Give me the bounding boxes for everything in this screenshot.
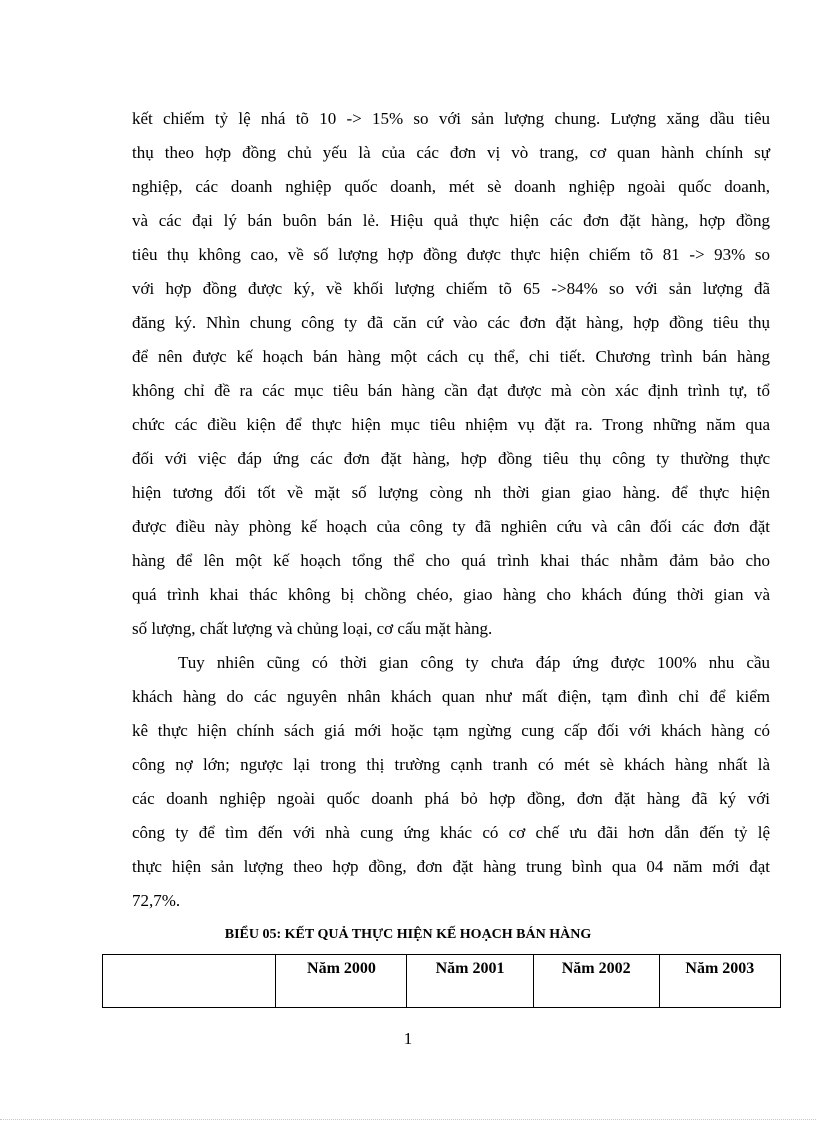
body-text	[132, 102, 770, 918]
text-line: công nợ lớn; ngược lại trong thị trường cạnh tranh có mét sè khách hàng nhất là	[132, 755, 770, 774]
text-line: để nên được kế hoạch bán hàng một cách cụ thể, chi tiết. Chương trình bán hàng	[132, 347, 770, 366]
text-line: khách hàng do các nguyên nhân khách quan như mất điện, tạm đình chỉ để kiểm	[132, 687, 770, 706]
table-header-cell	[103, 955, 276, 1008]
text-line: được điều này phòng kế hoạch của công ty đã nghiên cứu và cân đối các đơn đặt	[132, 517, 770, 536]
text-line: số lượng, chất lượng và chủng loại, cơ cấu mặt hàng.	[132, 619, 493, 638]
text-line: kết chiếm tỷ lệ nhá tõ 10 -> 15% so với sản lượng chung. Lượng xăng dầu tiêu	[132, 109, 770, 128]
text-line: hàng để lên một kế hoạch tổng thể cho quá trình khai thác nhằm đảm bảo cho	[132, 551, 770, 570]
text-line: tiêu thụ không cao, về số lượng hợp đồng được thực hiện chiếm tõ 81 -> 93% so	[132, 245, 770, 264]
page-number: 1	[403, 1029, 413, 1048]
table-header-cell: Năm 2003	[659, 955, 780, 1008]
text-line: kê thực hiện chính sách giá mới hoặc tạm ngừng cung cấp đối với khách hàng có	[132, 721, 770, 740]
table-header-cell: Năm 2000	[276, 955, 407, 1008]
text-line: quá trình khai thác không bị chồng chéo, giao hàng cho khách đúng thời gian và	[132, 585, 770, 604]
text-line: hiện tương đối tốt về mặt số lượng còng nh thời gian giao hàng. để thực hiện	[132, 483, 770, 502]
text-line: các doanh nghiệp ngoài quốc doanh phá bỏ hợp đồng, đơn đặt hàng đã ký với	[132, 789, 770, 808]
table-caption: BIỂU 05: KẾT QUẢ THỰC HIỆN KẾ HOẠCH BÁN HÀNG	[224, 927, 592, 942]
text-line: chức các điều kiện để thực hiện mục tiêu nhiệm vụ đặt ra. Trong những năm qua	[132, 415, 770, 434]
text-line: đối với việc đáp ứng các đơn đặt hàng, hợp đồng tiêu thụ công ty thường thực	[132, 449, 770, 468]
text-line: nghiệp, các doanh nghiệp quốc doanh, mét sè doanh nghiệp ngoài quốc doanh,	[132, 177, 770, 196]
text-line: đăng ký. Nhìn chung công ty đã căn cứ vào các đơn đặt hàng, hợp đồng tiêu thụ	[132, 313, 770, 332]
text-line: không chỉ đề ra các mục tiêu bán hàng cần đạt được mà còn xác định trình tự, tổ	[132, 381, 770, 400]
table-header-cell: Năm 2002	[533, 955, 659, 1008]
table-header-cell: Năm 2001	[407, 955, 533, 1008]
page-bottom-divider	[0, 1119, 816, 1120]
text-line: thụ theo hợp đồng chủ yếu là của các đơn vị vò trang, cơ quan hành chính sự	[132, 143, 770, 162]
text-line: và các đại lý bán buôn bán lẻ. Hiệu quả thực hiện các đơn đặt hàng, hợp đồng	[132, 211, 770, 230]
text-line: công ty để tìm đến với nhà cung ứng khác có cơ chế ưu đãi hơn dẫn đến tỷ lệ	[132, 823, 770, 842]
text-line: thực hiện sản lượng theo hợp đồng, đơn đặt hàng trung bình qua 04 năm mới đạt	[132, 857, 770, 876]
text-line: 72,7%.	[132, 891, 181, 910]
text-line: với hợp đồng được ký, về khối lượng chiếm tõ 65 ->84% so với sản lượng đã	[132, 279, 770, 298]
text-line: Tuy nhiên cũng có thời gian công ty chưa đáp ứng được 100% nhu cầu	[178, 653, 770, 672]
table-header-row	[103, 955, 781, 1008]
results-table	[102, 954, 781, 1008]
